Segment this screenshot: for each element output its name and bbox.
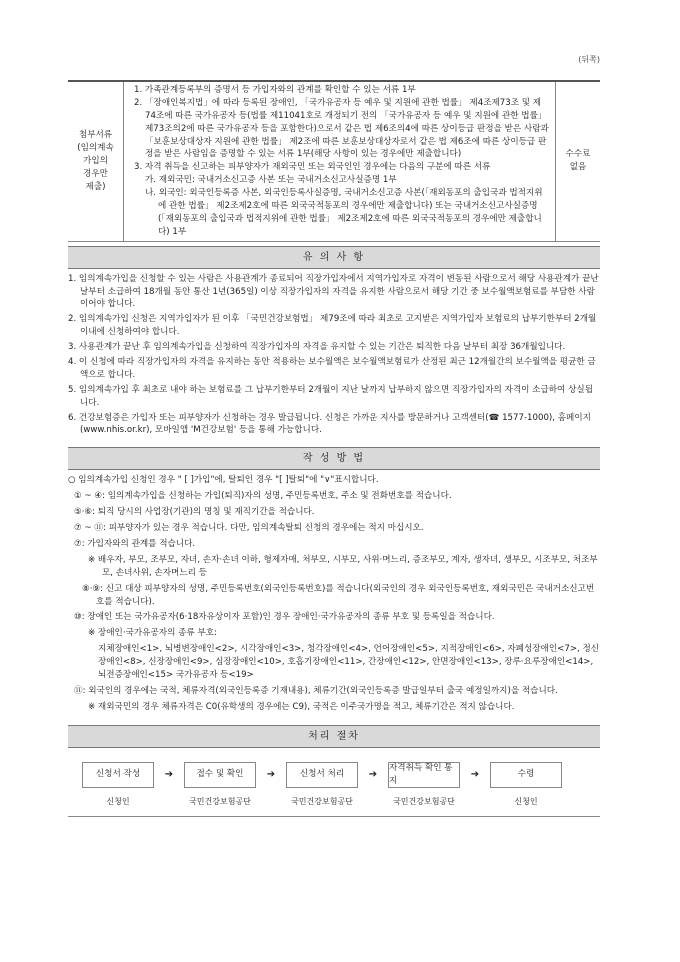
fee-cell: 수수료 없음	[565, 149, 591, 173]
guide-item: ○ 임의계속가입 신청인 경우 " [ ]가입"에, 탈퇴인 경우 "[ ]탈퇴"에 "∨"표시합니다.	[68, 475, 379, 486]
attachments-label: 첨부서류 (임의계속 가입의 경우만 제출)	[68, 82, 124, 241]
note-item: 5. 임의계속가입 후 최초로 내야 하는 보험료를 그 납부기한부터 2개월이 지난 날까지 납부하지 않으면 직장가입자의 자격이 소급하여 상실됩니다.	[68, 384, 593, 408]
arrow-right-icon: ➔	[164, 769, 174, 781]
guide-item: ⑧·⑨: 신고 대상 피부양자의 성명, 주민등록번호(외국인등록번호)를 적습니다(외국인의 경우 외국인등록번호, 재외국민은 국내거소신고번호를 적습니다).	[82, 583, 595, 607]
process-actor: 신청인	[514, 796, 538, 806]
process-step-box: 신청서 처리	[286, 762, 358, 788]
notes-list	[68, 269, 600, 444]
process-actors	[68, 790, 600, 808]
attachment-item-2: 2. 「장애인복지법」에 따라 등록된 장애인, 「국가유공자 등 예우 및 지원에 관한 법률」 제4조제73조 및 제74조에 따른 국가유공자 등(법률 제11041호로 개정되기 전의 「국가유공자 등 예우 및 지원에 관한 법률」 제73조의2에 따른 국가유공자 등을 포함한다)으로서 같은 법 제6조의4에 따른 상이등급 판정을 받은 사람과 「보훈보상대상자 지원에 관한 법률」 제2조에 따른 보훈보상대상자로서 같은 법 제6조에 따른 상이등급 판정을 받은 사람임을 증명할 수 있는 서류 1부(해당 사항이 있는 경우에만 제출합니다)	[134, 97, 549, 160]
attachments-body	[124, 82, 556, 241]
process-actor: 국민건강보험공단	[291, 796, 353, 806]
guide-item: ⑪: 외국인의 경우에는 국적, 체류자격(외국인등록증 기재내용), 체류기간(외국인등록증 발급일부터 출국 예정일까지)을 적습니다.	[74, 685, 558, 696]
process-step-box: 자격취득 확인 통지	[388, 762, 460, 788]
process-flow	[68, 748, 600, 790]
guide-item: ※ 배우자, 부모, 조부모, 자녀, 손자·손녀 이하, 형제자매, 처부모, 시부모, 사위·며느리, 증조부모, 계자, 생자녀, 생부모, 시조부모, 처조부모, 손녀사위, 손자며느리 등	[88, 554, 598, 578]
note-item: 3. 사용관계가 끝난 후 임의계속가입을 신청하여 직장가입자의 자격을 유지할 수 있는 기간은 퇴직한 다음 날부터 최장 36개월입니다.	[68, 342, 566, 353]
process-actor: 국민건강보험공단	[189, 796, 251, 806]
arrow-right-icon: ➔	[470, 769, 480, 781]
guide-item: ⑦ ~ ⑪: 피부양자가 있는 경우 적습니다. 다만, 임의계속탈퇴 신청의 경우에는 적지 마십시오.	[74, 523, 424, 534]
attachment-subitem-na: 나. 외국인: 외국인등록증 사본, 외국인등록사실증명, 국내거소신고증 사본(「재외동포의 출입국과 법적지위에 관한 법률」 제2조제2호에 따른 외국국적동포의 경우에만 제출합니다) 또는 국내거소신고사실증명(「재외동포의 출입국과 법적지위에 관한 법률」 제2조제2호에 따른 외국국적동포의 경우에만 제출합니다) 1부	[145, 188, 543, 237]
guide-item: ※ 재외국민의 경우 체류자격은 C0(유학생의 경우에는 C9), 국적은 이주국가명을 적고, 체류기간은 적지 않습니다.	[88, 701, 515, 712]
attachment-item-3: 3. 자격 취득을 신고하는 피부양자가 재외국민 또는 외국인인 경우에는 다음의 구분에 따른 서류	[134, 162, 491, 173]
arrow-right-icon: ➔	[368, 769, 378, 781]
guide-item: ※ 장애인·국가유공자의 종류 부호:	[88, 628, 217, 639]
back-page-label: (뒤쪽)	[578, 55, 600, 64]
arrow-right-icon: ➔	[266, 769, 276, 781]
notes-title: 유 의 사 항	[68, 246, 600, 269]
bottom-rule	[68, 816, 600, 817]
process-step-box: 신청서 작성	[82, 762, 154, 788]
note-item: 1. 임의계속가입을 신청할 수 있는 사람은 사용관계가 종료되어 직장가입자에서 지역가입자로 자격이 변동된 사람으로서 해당 사용관계가 끝난 날부터 소급하여 18개월 동안 통산 1년(365일) 이상 직장가입자의 자격을 유지한 사람으로서 해당 기간 중 보수월액보험료를 부담한 사람이어야 합니다.	[68, 273, 599, 310]
process-step-box: 수령	[490, 762, 562, 788]
guide-item: ⑦: 가입자와의 관계를 적습니다.	[74, 538, 196, 549]
guide-item: 지체장애인<1>, 뇌병변장애인<2>, 시각장애인<3>, 청각장애인<4>, 언어장애인<5>, 지적장애인<6>, 자폐성장애인<7>, 정신장애인<8>, 신장장애인<9>, 심장장애인<10>, 호흡기장애인<11>, 간장애인<12>, 안면장애인<13>, 장루·요루장애인<14>, 뇌전증장애인<15> 국가유공자 등<19>	[98, 644, 600, 680]
document-page	[68, 55, 600, 817]
note-item: 4. 이 신청에 따라 직장가입자의 자격을 유지하는 동안 적용하는 보수월액은 보수월액보험료가 산정된 최근 12개월간의 보수월액을 평균한 금액으로 합니다.	[68, 357, 596, 380]
attachments-table	[68, 80, 600, 242]
note-item: 6. 건강보험증은 가입자 또는 피부양자가 신청하는 경우 발급됩니다. 신청은 가까운 지사를 방문하거나 고객센터(☎ 1577-1000), 홈페이지(www.nhis.or.kr), 모바일앱 'M건강보험' 등을 통해 가능합니다.	[68, 412, 591, 436]
guide-title: 작 성 방 법	[68, 447, 600, 470]
attachment-item-1: 1. 가족관계등록부의 증명서 등 가입자와의 관계를 확인할 수 있는 서류 1부	[134, 85, 416, 95]
note-item: 2. 임의계속가입 신청은 지역가입자가 된 이후 「국민건강보험법」 제79조에 따라 최초로 고지받은 지역가입자 보험료의 납부기한부터 2개월 이내에 신청하여야 합니다.	[68, 314, 597, 338]
guide-item: ① ~ ④: 임의계속가입을 신청하는 가입(퇴직)자의 성명, 주민등록번호, 주소 및 전화번호를 적습니다.	[74, 491, 452, 502]
process-title: 처리 절차	[68, 725, 600, 748]
attachment-subitem-ga: 가. 재외국민: 국내거소신고증 사본 또는 국내거소신고사실증명 1부	[145, 175, 397, 186]
guide-item: ⑤·⑥: 퇴직 당시의 사업장(기관)의 명칭 및 재직기간을 적습니다.	[74, 507, 315, 518]
process-actor: 국민건강보험공단	[393, 796, 455, 806]
process-actor: 신청인	[106, 796, 130, 806]
process-step-box: 접수 및 확인	[184, 762, 256, 788]
guide-list	[68, 470, 600, 720]
guide-item: ⑩: 장애인 또는 국가유공자(6·18자유상이자 포함)인 경우 장애인·국가유공자의 종류 부호 및 등록일을 적습니다.	[74, 612, 495, 623]
